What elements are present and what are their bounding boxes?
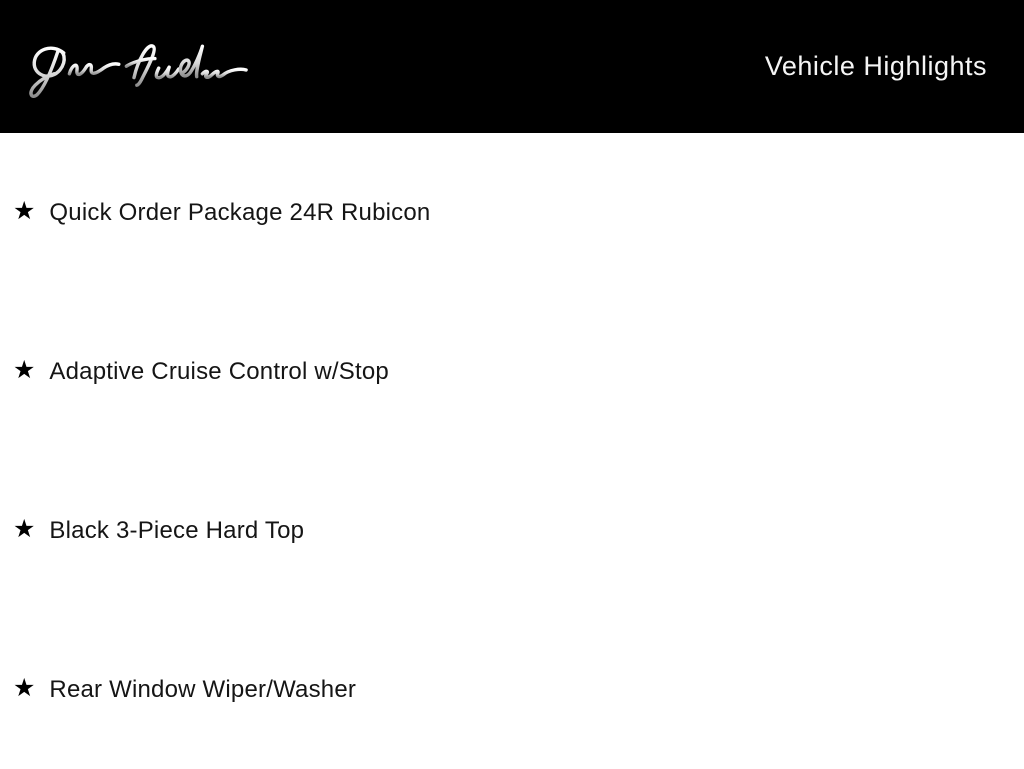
highlight-label: Quick Order Package 24R Rubicon (49, 198, 431, 226)
star-icon: ★ (13, 197, 36, 225)
jim-hudson-logo (20, 32, 248, 108)
list-item (0, 610, 1024, 769)
highlight-label: Black 3-Piece Hard Top (49, 516, 305, 544)
signature-logo-icon (20, 32, 248, 108)
star-icon: ★ (13, 674, 36, 702)
page-title: Vehicle Highlights (764, 51, 987, 81)
list-item (0, 133, 1024, 292)
header-bar (0, 0, 1024, 133)
highlight-label: Adaptive Cruise Control w/Stop (49, 357, 389, 385)
highlights-list (0, 133, 1024, 769)
star-icon: ★ (13, 356, 36, 384)
highlight-label: Rear Window Wiper/Washer (49, 675, 357, 703)
list-item (0, 292, 1024, 451)
list-item (0, 451, 1024, 610)
star-icon: ★ (13, 515, 36, 543)
